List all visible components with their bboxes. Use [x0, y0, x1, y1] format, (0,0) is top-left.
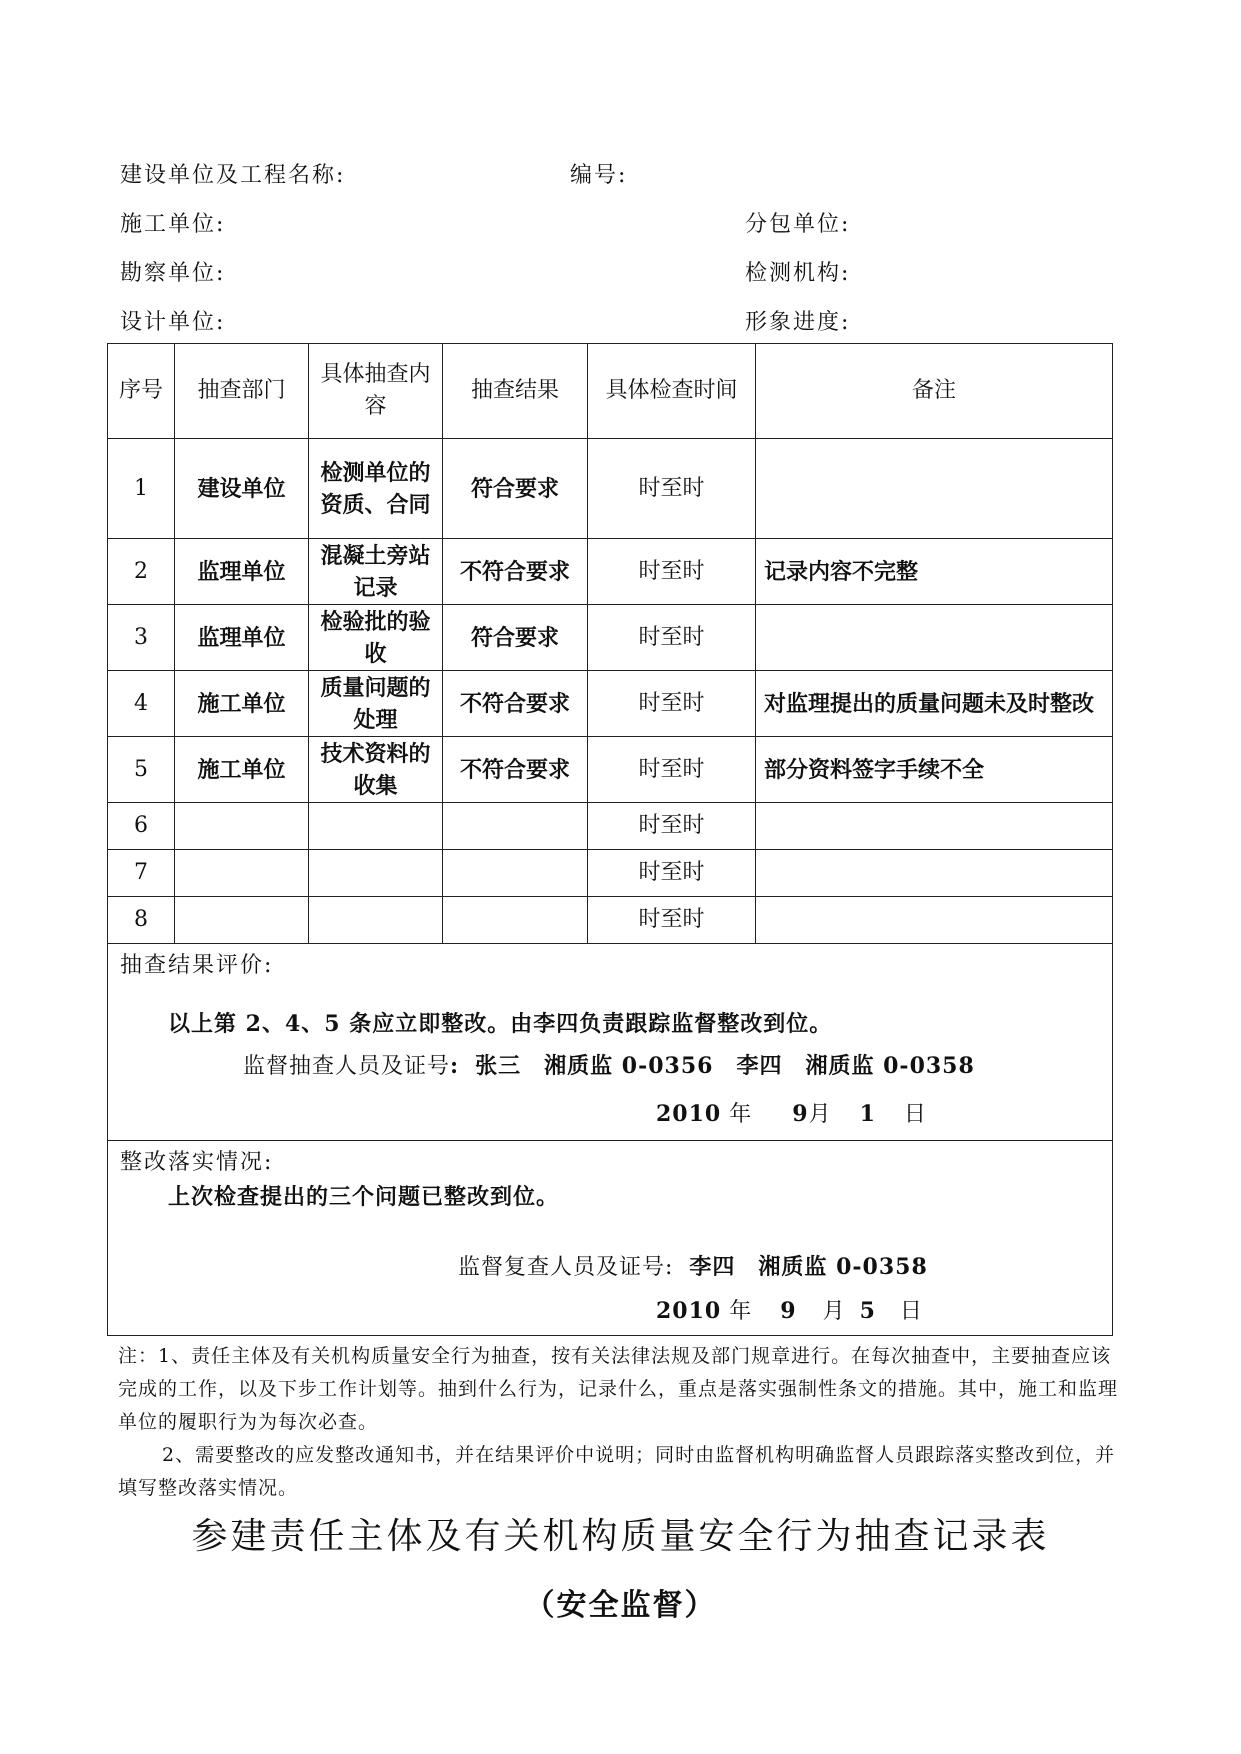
row-remark [756, 897, 1113, 944]
row-result [443, 850, 588, 897]
row-no: 1 [108, 439, 175, 539]
table-row [108, 850, 1113, 897]
evaluation-date [656, 1098, 927, 1131]
row-remark: 对监理提出的质量问题未及时整改 [756, 671, 1113, 737]
row-result: 不符合要求 [443, 737, 588, 803]
evaluation-cell [108, 944, 1113, 1141]
row-result: 符合要求 [443, 605, 588, 671]
rectification-cell [108, 1141, 1113, 1336]
row-remark: 部分资料签字手续不全 [756, 737, 1113, 803]
row-dept [175, 897, 309, 944]
inspector-line [243, 1050, 975, 1083]
rectification-title: 整改落实情况: [120, 1150, 274, 1175]
table-row [108, 897, 1113, 944]
row-time: 时至时 [588, 439, 756, 539]
row-no: 4 [108, 671, 175, 737]
row-result: 不符合要求 [443, 539, 588, 605]
row-time: 时至时 [588, 671, 756, 737]
row-no: 8 [108, 897, 175, 944]
header-dept: 抽查部门 [175, 344, 309, 439]
inspector-colon: : [450, 1053, 460, 1079]
rectification-section [108, 1141, 1113, 1336]
header-content: 具体抽查内容 [309, 344, 443, 439]
rectification-year-unit: 年 [729, 1299, 753, 1324]
row-remark [756, 803, 1113, 850]
row-dept: 施工单位 [175, 671, 309, 737]
evaluation-month-unit: 月 [808, 1102, 832, 1127]
table-row [108, 737, 1113, 803]
evaluation-day: 1 [859, 1101, 876, 1127]
row-time: 时至时 [588, 605, 756, 671]
rectification-month: 9 [780, 1298, 797, 1324]
document-subtitle: （安全监督） [524, 1588, 717, 1623]
evaluation-text: 以上第 2、4、5 条应立即整改。由李四负责跟踪监督整改到位。 [168, 1011, 833, 1037]
number-label: 编号: [570, 163, 628, 188]
inspection-table [107, 343, 1113, 1336]
reviewer-label: 监督复查人员及证号: [458, 1255, 674, 1280]
row-no: 7 [108, 850, 175, 897]
row-dept: 建设单位 [175, 439, 309, 539]
row-content: 检验批的验收 [309, 605, 443, 671]
rectification-date [656, 1295, 923, 1328]
inspector-label: 监督抽查人员及证号 [243, 1054, 451, 1079]
row-result [443, 897, 588, 944]
construction-unit-label: 施工单位: [120, 212, 226, 237]
row-result: 不符合要求 [443, 671, 588, 737]
row-time: 时至时 [588, 803, 756, 850]
rectification-year: 2010 [656, 1298, 722, 1324]
row-content [309, 850, 443, 897]
reviewer-value: 李四 湘质监 0-0358 [689, 1254, 928, 1280]
subcontract-unit-label: 分包单位: [745, 212, 851, 237]
row-no: 3 [108, 605, 175, 671]
row-no: 2 [108, 539, 175, 605]
reviewer-line [458, 1251, 928, 1284]
rectification-month-unit: 月 [822, 1299, 846, 1324]
row-dept [175, 803, 309, 850]
project-name-label: 建设单位及工程名称: [120, 163, 346, 188]
row-result [443, 803, 588, 850]
header-time: 具体检查时间 [588, 344, 756, 439]
row-no: 6 [108, 803, 175, 850]
row-time: 时至时 [588, 897, 756, 944]
table-header-row [108, 344, 1113, 439]
row-content: 检测单位的资质、合同 [309, 439, 443, 539]
row-result: 符合要求 [443, 439, 588, 539]
design-unit-label: 设计单位: [120, 310, 226, 335]
row-time: 时至时 [588, 539, 756, 605]
row-dept [175, 850, 309, 897]
row-remark [756, 850, 1113, 897]
row-time: 时至时 [588, 737, 756, 803]
note-2: 2、需要整改的应发整改通知书，并在结果评价中说明；同时由监督机构明确监督人员跟踪落实整改到位，并填写整改落实情况。 [118, 1444, 1116, 1499]
evaluation-year-unit: 年 [729, 1102, 753, 1127]
progress-label: 形象进度: [745, 310, 851, 335]
table-row [108, 539, 1113, 605]
header-result: 抽查结果 [443, 344, 588, 439]
row-dept: 监理单位 [175, 605, 309, 671]
survey-unit-label: 勘察单位: [120, 261, 226, 286]
row-remark: 记录内容不完整 [756, 539, 1113, 605]
evaluation-section [108, 944, 1113, 1141]
rectification-day-unit: 日 [899, 1299, 923, 1324]
header-remark: 备注 [756, 344, 1113, 439]
note-1: 注：1、责任主体及有关机构质量安全行为抽查，按有关法律法规及部门规章进行。在每次抽查中，主要抽查应该完成的工作，以及下步工作计划等。抽到什么行为，记录什么，重点是落实强制性条文的措施。其中，施工和监理单位的履职行为为每次必查。 [118, 1345, 1119, 1433]
evaluation-title: 抽查结果评价: [120, 953, 274, 978]
row-remark [756, 439, 1113, 539]
notes [118, 1340, 1118, 1505]
row-content [309, 803, 443, 850]
rectification-text: 上次检查提出的三个问题已整改到位。 [168, 1184, 560, 1210]
row-no: 5 [108, 737, 175, 803]
row-content [309, 897, 443, 944]
row-content: 混凝土旁站记录 [309, 539, 443, 605]
inspector-value: 张三 湘质监 0-0356 李四 湘质监 0-0358 [475, 1053, 975, 1079]
table-row [108, 605, 1113, 671]
evaluation-year: 2010 [656, 1101, 722, 1127]
row-dept: 施工单位 [175, 737, 309, 803]
testing-agency-label: 检测机构: [745, 261, 851, 286]
table-row [108, 439, 1113, 539]
table-row [108, 803, 1113, 850]
row-content: 质量问题的处理 [309, 671, 443, 737]
row-time: 时至时 [588, 850, 756, 897]
document-title: 参建责任主体及有关机构质量安全行为抽查记录表 [191, 1516, 1050, 1557]
header-no: 序号 [108, 344, 175, 439]
evaluation-day-unit: 日 [903, 1102, 927, 1127]
row-content: 技术资料的收集 [309, 737, 443, 803]
rectification-day: 5 [859, 1298, 876, 1324]
evaluation-month: 9 [792, 1101, 809, 1127]
row-dept: 监理单位 [175, 539, 309, 605]
row-remark [756, 605, 1113, 671]
table-row [108, 671, 1113, 737]
